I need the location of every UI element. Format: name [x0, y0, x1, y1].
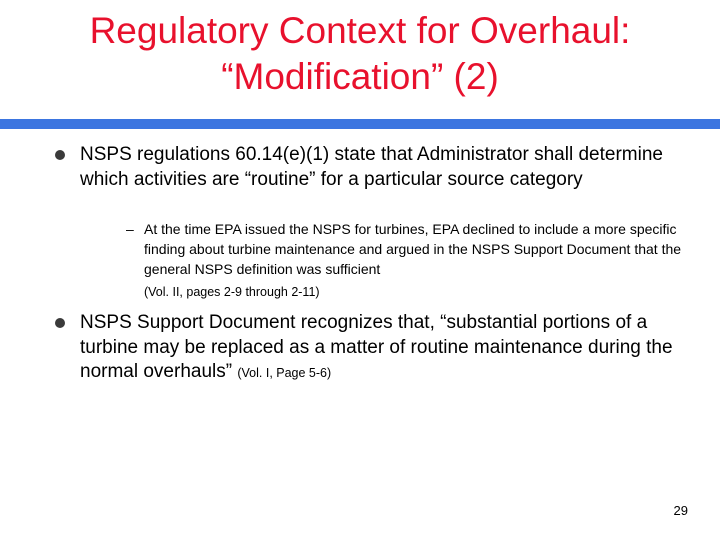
bullet-item-1 [80, 143, 680, 192]
sub-bullet-1-text: At the time EPA issued the NSPS for turbines, EPA declined to include a more specific finding about turbine maintenance and argued in the NSPS Support Document that the general NSPS definition was sufficient [144, 221, 682, 277]
sub-bullet-1-reference: (Vol. II, pages 2-9 through 2-11) [144, 285, 320, 299]
bullet-item-2 [80, 311, 680, 386]
bullet-1-text: NSPS regulations 60.14(e)(1) state that Administrator shall determine which activities are “routine” for a particular source category [80, 144, 663, 190]
title-line-2: “Modification” (2) [221, 56, 499, 97]
title-line-1: Regulatory Context for Overhaul: [89, 10, 631, 51]
bullet-dot-icon [55, 150, 65, 160]
bullet-2-reference: (Vol. I, Page 5-6) [237, 366, 332, 380]
dash-icon: – [126, 221, 134, 237]
bullet-2-text: NSPS Support Document recognizes that, “substantial portions of a turbine may be replaced as a matter of routine maintenance during the normal overhauls” [80, 312, 673, 382]
page-number: 29 [673, 503, 688, 518]
bullet-dot-icon [55, 318, 65, 328]
sub-bullet-item-1 [126, 219, 689, 302]
title-underline-bar [0, 119, 720, 129]
slide-title [0, 8, 720, 100]
